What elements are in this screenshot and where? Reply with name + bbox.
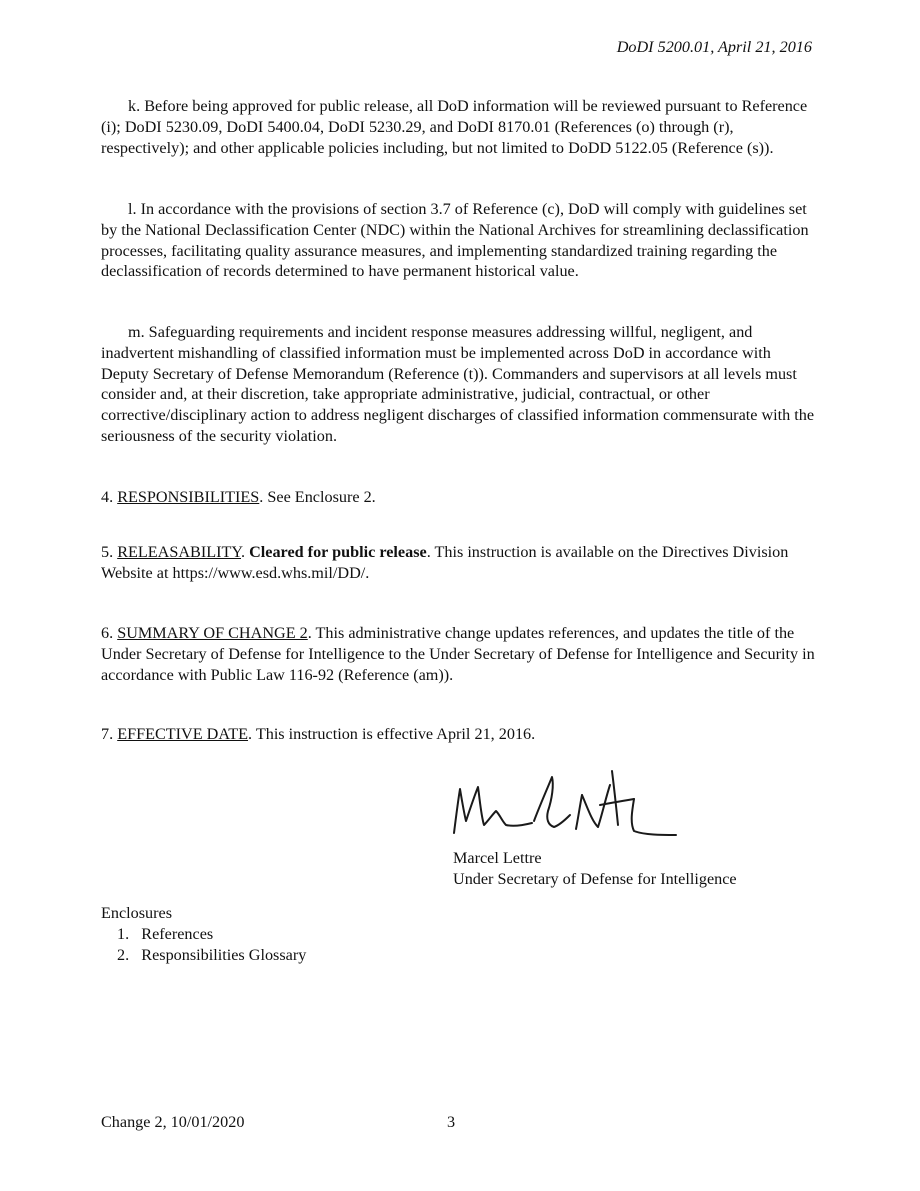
paragraph-k-text: k. Before being approved for public release, all DoD information will be reviewed pursuant to Reference (i); DoDI 5230.09, DoDI 5400.04, DoDI 5230.29, and DoDI 8170.01 (References (o) through (r), respectively); and other applicable policies including, but not limited to DoDD 5122.05 (Reference (s)). bbox=[101, 97, 808, 157]
enclosures bbox=[101, 903, 306, 965]
paragraph-m-text: m. Safeguarding requirements and incident response measures addressing willful, negligent, and inadvertent mishandling of classified information must be implemented across DoD in accordance with Deputy Secretary of Defense Memorandum (Reference (t)). Commanders and supervisors at all levels must consider and, at their discretion, take appropriate administrative, judicial, contractual, or other corrective/disciplinary action to address negligent discharges of classified information commensurate with the seriousness of the security violation. bbox=[101, 323, 815, 445]
section-4 bbox=[101, 487, 821, 508]
section-text: . See Enclosure 2. bbox=[259, 488, 376, 506]
paragraph-l bbox=[101, 199, 821, 282]
section-number: 4. bbox=[101, 488, 118, 506]
paragraph-m bbox=[101, 322, 821, 447]
section-number: 5. bbox=[101, 543, 118, 561]
section-5 bbox=[101, 542, 821, 584]
section-number: 6. bbox=[101, 624, 118, 642]
page-header-title: DoDI 5200.01, April 21, 2016 bbox=[616, 38, 812, 56]
section-text: . This instruction is available on the Directives Division Website at https://www.esd.whs.mil/DD/. bbox=[101, 543, 789, 582]
section-heading: EFFECTIVE DATE bbox=[117, 725, 249, 743]
section-text: . This administrative change updates references, and updates the title of the Under Secretary of Defense for Intelligence to the Under Secretary of Defense for Intelligence and Security in accordance with Public Law 116-92 (Reference (am)). bbox=[101, 624, 815, 684]
section-number: 7. bbox=[101, 725, 118, 743]
enclosures-label: Enclosures bbox=[101, 904, 173, 922]
section-separator: . bbox=[241, 543, 250, 561]
list-item: 2. Responsibilities Glossary bbox=[117, 945, 307, 964]
section-heading: SUMMARY OF CHANGE 2 bbox=[117, 624, 308, 642]
footer-change: Change 2, 10/01/2020 bbox=[101, 1113, 245, 1131]
list-item: 1. References bbox=[117, 924, 214, 943]
section-6 bbox=[101, 623, 821, 685]
signer-title: Under Secretary of Defense for Intelligence bbox=[453, 869, 737, 888]
paragraph-l-text: l. In accordance with the provisions of section 3.7 of Reference (c), DoD will comply with guidelines set by the National Declassification Center (NDC) within the National Archives for streamlining declassification processes, facilitating quality assurance measures, and implementing standardized training regarding the declassification of records determined to have permanent historical value. bbox=[101, 200, 809, 281]
section-heading: RELEASABILITY bbox=[117, 543, 241, 561]
section-heading: RESPONSIBILITIES bbox=[117, 488, 260, 506]
releasability-bold: Cleared for public release bbox=[249, 543, 427, 561]
handwritten-signature bbox=[448, 765, 684, 845]
section-text: . This instruction is effective April 21, 2016. bbox=[248, 725, 536, 743]
signature-block bbox=[453, 848, 737, 890]
paragraph-k bbox=[101, 96, 821, 158]
enclosures-list bbox=[101, 924, 306, 966]
footer-page-number: 3 bbox=[447, 1113, 456, 1131]
signer-name: Marcel Lettre bbox=[453, 849, 542, 867]
section-7 bbox=[101, 724, 821, 745]
